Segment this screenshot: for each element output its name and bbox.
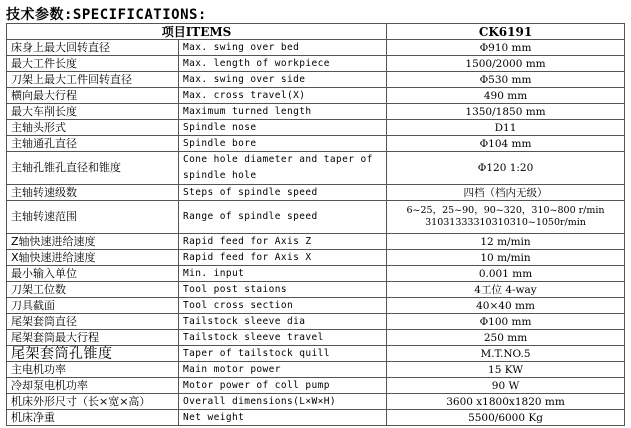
row-value: 40×40 mm — [387, 298, 625, 314]
row-value: 0.001 mm — [387, 266, 625, 282]
row-en-label: Min. input — [179, 266, 387, 282]
row-en-label: Rapid feed for Axis Z — [179, 234, 387, 250]
row-value: 4工位 4-way — [387, 282, 625, 298]
row-value: 250 mm — [387, 330, 625, 346]
row-value: 1350/1850 mm — [387, 104, 625, 120]
row-en-label: Tool post staions — [179, 282, 387, 298]
row-cn-label: Z轴快速进给速度 — [7, 234, 179, 250]
row-value: Φ910 mm — [387, 40, 625, 56]
row-cn-label: 床身上最大回转直径 — [7, 40, 179, 56]
table-header-row — [7, 24, 625, 40]
table-row — [7, 72, 625, 88]
row-value: 3600 x1800x1820 mm — [387, 394, 625, 410]
table-row — [7, 330, 625, 346]
row-en-label: Cone hole diameter and taper of spindle hole — [179, 152, 387, 185]
row-en-label: Spindle nose — [179, 120, 387, 136]
table-row — [7, 185, 625, 201]
row-en-label: Steps of spindle speed — [179, 185, 387, 201]
table-row — [7, 88, 625, 104]
row-value: 15 KW — [387, 362, 625, 378]
row-cn-label: 尾架套筒孔锥度 — [7, 346, 179, 362]
table-row — [7, 346, 625, 362]
row-en-label: Motor power of coll pump — [179, 378, 387, 394]
row-value: Φ100 mm — [387, 314, 625, 330]
row-value: 5500/6000 Kg — [387, 410, 625, 426]
row-cn-label: 刀具截面 — [7, 298, 179, 314]
row-en-label: Net weight — [179, 410, 387, 426]
row-cn-label: 机床净重 — [7, 410, 179, 426]
row-cn-label: 主轴头形式 — [7, 120, 179, 136]
table-row — [7, 282, 625, 298]
table-row — [7, 120, 625, 136]
table-row — [7, 378, 625, 394]
row-cn-label: 刀架上最大工件回转直径 — [7, 72, 179, 88]
table-row — [7, 104, 625, 120]
row-value: M.T.NO.5 — [387, 346, 625, 362]
row-en-label: Taper of tailstock quill — [179, 346, 387, 362]
row-en-label: Tool cross section — [179, 298, 387, 314]
table-row — [7, 298, 625, 314]
row-value: 1500/2000 mm — [387, 56, 625, 72]
row-value: Φ530 mm — [387, 72, 625, 88]
table-row — [7, 410, 625, 426]
row-cn-label: 主轴转速范围 — [7, 201, 179, 234]
header-items: 项目ITEMS — [7, 24, 387, 40]
row-en-label: Max. swing over side — [179, 72, 387, 88]
row-cn-label: 最小输入单位 — [7, 266, 179, 282]
row-en-label: Tailstock sleeve travel — [179, 330, 387, 346]
row-en-label: Max. swing over bed — [179, 40, 387, 56]
row-value: 90 W — [387, 378, 625, 394]
row-cn-label: 刀架工位数 — [7, 282, 179, 298]
row-value: 12 m/min — [387, 234, 625, 250]
row-en-label: Range of spindle speed — [179, 201, 387, 234]
row-cn-label: X轴快速进给速度 — [7, 250, 179, 266]
row-cn-label: 尾架套筒最大行程 — [7, 330, 179, 346]
row-cn-label: 机床外形尺寸（长×宽×高） — [7, 394, 179, 410]
row-value: 四档（档内无级） — [387, 185, 625, 201]
table-row — [7, 152, 625, 185]
row-value: 10 m/min — [387, 250, 625, 266]
table-row — [7, 136, 625, 152]
row-value: 490 mm — [387, 88, 625, 104]
row-cn-label: 横向最大行程 — [7, 88, 179, 104]
row-en-label: Tailstock sleeve dia — [179, 314, 387, 330]
row-en-label: Max. length of workpiece — [179, 56, 387, 72]
page-title: 技术参数:SPECIFICATIONS: — [6, 7, 207, 23]
table-row — [7, 394, 625, 410]
row-value: Φ120 1:20 — [387, 152, 625, 185]
row-en-label: Overall dimensions(L×W×H) — [179, 394, 387, 410]
row-value: 6~25，25~90，90~320，310~800 r/min 31031333310310310~1050r/min — [387, 201, 625, 234]
row-en-label: Spindle bore — [179, 136, 387, 152]
table-row — [7, 314, 625, 330]
row-en-label: Maximum turned length — [179, 104, 387, 120]
row-cn-label: 最大车削长度 — [7, 104, 179, 120]
specifications-table — [6, 23, 625, 426]
table-row — [7, 40, 625, 56]
table-row — [7, 234, 625, 250]
row-cn-label: 主轴转速级数 — [7, 185, 179, 201]
row-cn-label: 最大工件长度 — [7, 56, 179, 72]
row-cn-label: 主电机功率 — [7, 362, 179, 378]
table-row — [7, 362, 625, 378]
row-value: Φ104 mm — [387, 136, 625, 152]
row-en-label: Max. cross travel(X) — [179, 88, 387, 104]
row-cn-label: 主轴通孔直径 — [7, 136, 179, 152]
header-model: CK6191 — [387, 24, 625, 40]
table-row — [7, 266, 625, 282]
row-cn-label: 主轴孔锥孔直径和锥度 — [7, 152, 179, 185]
table-row — [7, 56, 625, 72]
row-cn-label: 尾架套筒直径 — [7, 314, 179, 330]
table-row — [7, 201, 625, 234]
table-row — [7, 250, 625, 266]
row-en-label: Rapid feed for Axis X — [179, 250, 387, 266]
row-cn-label: 冷却泵电机功率 — [7, 378, 179, 394]
row-en-label: Main motor power — [179, 362, 387, 378]
row-value: D11 — [387, 120, 625, 136]
